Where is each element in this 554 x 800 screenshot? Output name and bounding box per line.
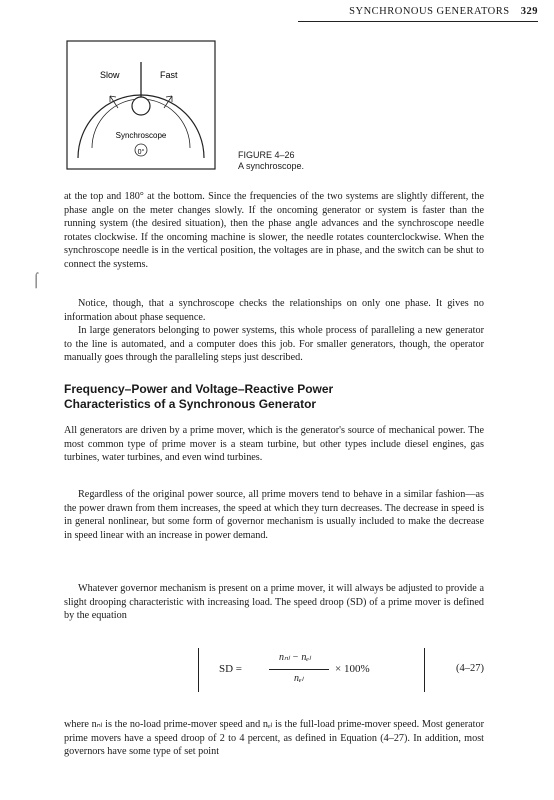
page-number: 329 [520, 6, 538, 17]
paragraph-2: Notice, though, that a synchroscope checks the relationships on only one phase. It gives no information about phase sequence. [64, 298, 484, 323]
running-header [349, 6, 538, 17]
paragraph-7: where nₙₗ is the no-load prime-mover speed and nₑₗ is the full-load prime-mover speed. Most generator prime movers have a speed droop of 2 to 4 percent, as defined in Equation (4–27). In addition, most governors have some type of set point [64, 719, 484, 757]
paragraph-4: All generators are driven by a prime mover, which is the generator's source of mechanical power. The most common type of prime mover is a steam turbine, but other types include diesel engines, gas turbines, water turbines, and even wind turbines. [64, 425, 484, 463]
running-title: SYNCHRONOUS GENERATORS [349, 6, 510, 17]
heading-line-2: Characteristics of a Synchronous Generator [64, 397, 317, 411]
figure-caption [238, 150, 304, 172]
caption-number: FIGURE 4–26 [238, 150, 295, 160]
label-synchroscope: Synchroscope [115, 131, 167, 140]
fraction-bar [269, 669, 329, 670]
equation-number: (4–27) [456, 663, 484, 674]
label-fast: Fast [160, 70, 178, 80]
paragraph-3: In large generators belonging to power systems, this whole process of paralleling a new generator to the line is automated, and a computer does this job. For smaller generators, though, the operator manually goes through the paralleling steps just described. [64, 325, 484, 363]
heading-line-1: Frequency–Power and Voltage–Reactive Power [64, 382, 334, 396]
label-slow: Slow [100, 70, 120, 80]
margin-mark: ⌠ [32, 273, 41, 288]
header-rule [298, 21, 538, 22]
paragraph-1: at the top and 180° at the bottom. Since the frequencies of the two systems are slightly different, the phase angle on the meter changes slowly. If the oncoming generator or system is faster than the running system (the desired situation), then the phase angle advances and the synchroscope needle rotates clockwise. If the oncoming machine is slower, the needle rotates counterclockwise. When the synchroscope needle is in the vertical position, the voltages are in phase, and the switch can be shut to connect the systems. [64, 191, 484, 270]
equation-times: × 100% [335, 663, 370, 675]
paragraph-5: Regardless of the original power source, all prime movers tend to behave in a similar fashion—as the power drawn from them increases, the speed at which they turn decreases. The decrease in speed is in general nonlinear, but some form of governor mechanism is usually included to make the decrease in speed linear with an increase in power demand. [64, 489, 484, 541]
paragraph-6: Whatever governor mechanism is present on a prime mover, it will always be adjusted to provide a slight drooping characteristic with increasing load. The speed droop (SD) of a prime mover is defined by the equation [64, 583, 484, 621]
equation-lhs: SD = [219, 663, 243, 675]
equation-denominator: nₑₗ [294, 673, 304, 684]
equation-numerator: nₙₗ − nₑₗ [279, 652, 311, 663]
label-zero: 0° [137, 149, 145, 156]
equation-box [198, 648, 425, 692]
section-heading [64, 382, 484, 412]
synchroscope-figure [66, 40, 216, 170]
caption-title: A synchroscope. [238, 161, 305, 171]
needle-pivot [132, 97, 150, 115]
